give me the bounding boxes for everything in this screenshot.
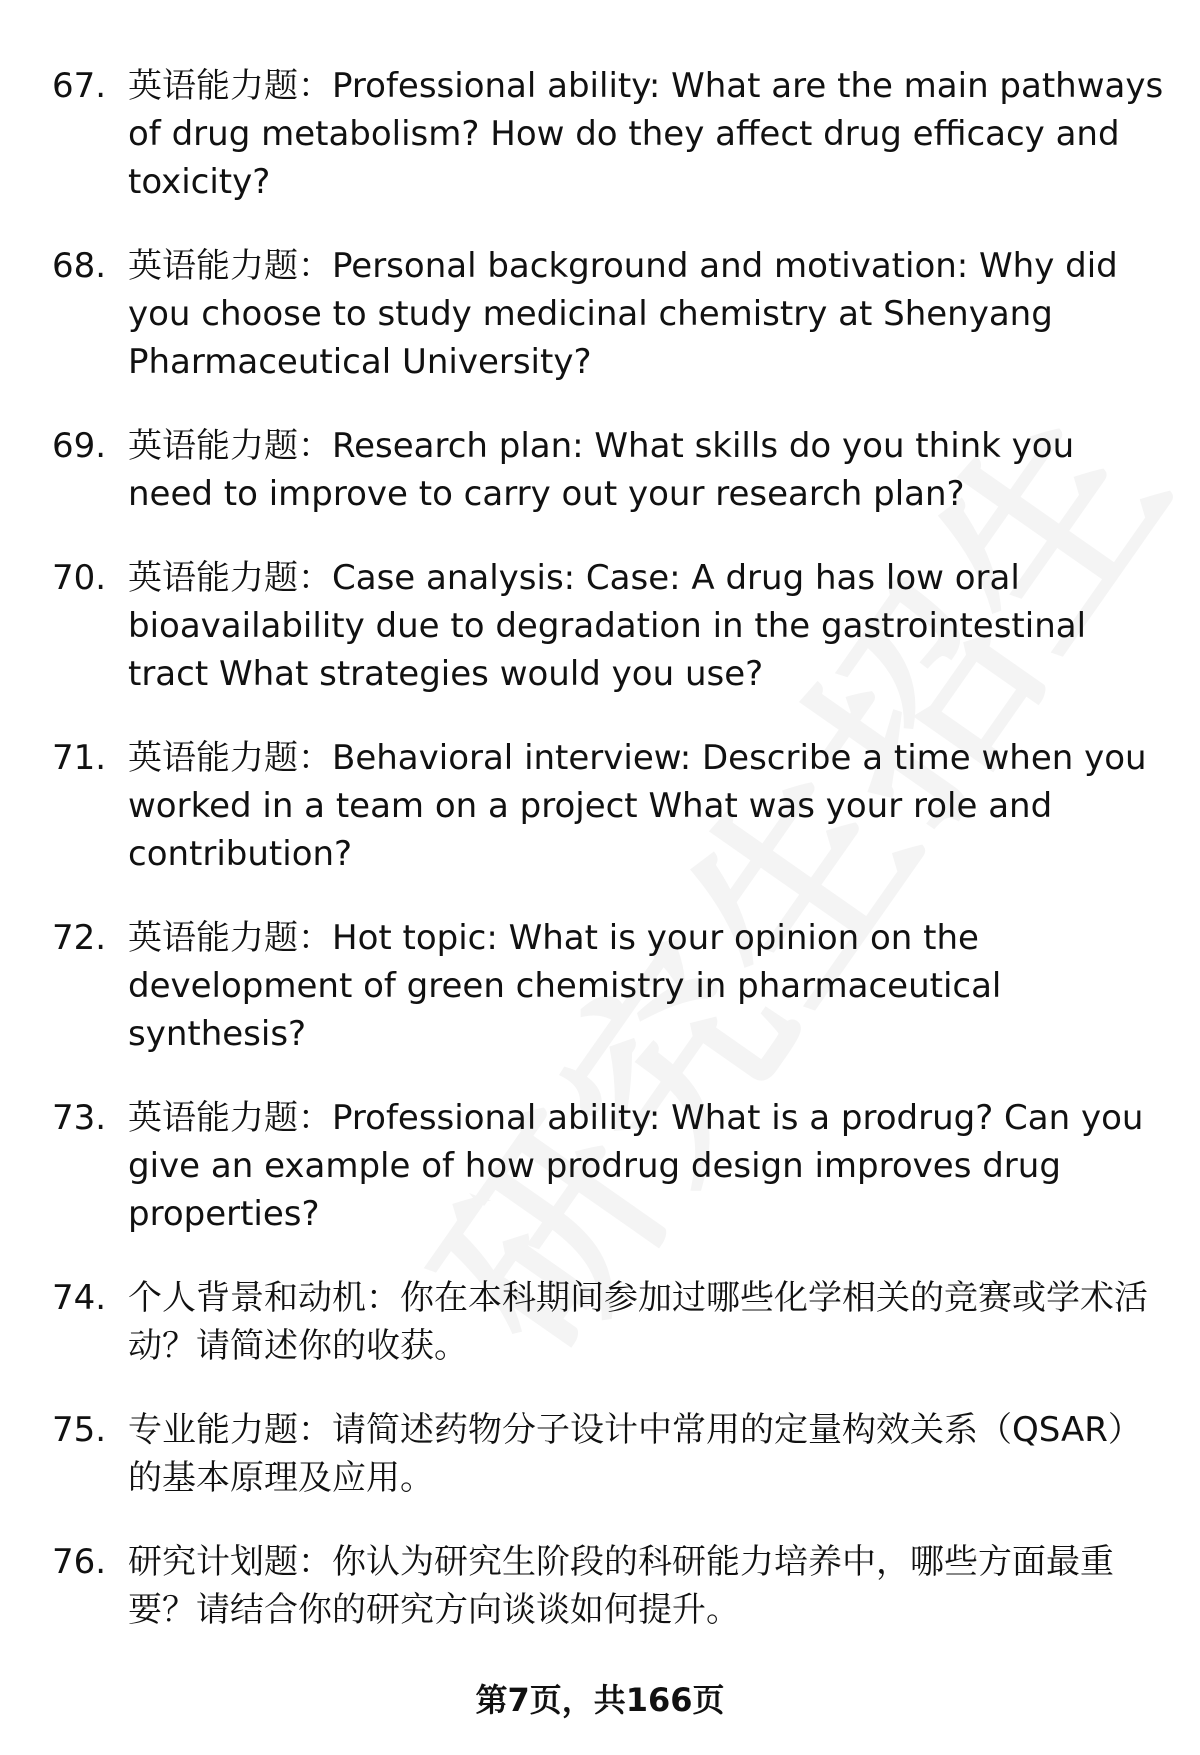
question-item [0, 242, 1200, 386]
question-item [0, 1274, 1200, 1370]
question-text: 专业能力题：请简述药物分子设计中常用的定量构效关系（QSAR）的基本原理及应用。 [128, 1410, 1142, 1498]
question-text: 英语能力题：Behavioral interview: Describe a time when you worked in a team on a project What was your role and contribution? [128, 738, 1147, 874]
question-text: 研究计划题：你认为研究生阶段的科研能力培养中，哪些方面最重要？请结合你的研究方向谈谈如何提升。 [128, 1542, 1114, 1630]
question-text: 英语能力题：Personal background and motivation: Why did you choose to study medicinal chemistry at Shenyang Pharmaceutical University? [128, 246, 1118, 382]
question-item [0, 734, 1200, 878]
question-list [0, 62, 1200, 1670]
question-text: 英语能力题：Case analysis: Case: A drug has low oral bioavailability due to degradation in the gastrointestinal tract What strategies would you use? [128, 558, 1087, 694]
question-item [0, 554, 1200, 698]
question-number: 73. [52, 1098, 107, 1138]
question-number: 75. [52, 1410, 107, 1450]
question-text: 英语能力题：Hot topic: What is your opinion on the development of green chemistry in pharmaceutical synthesis? [128, 918, 1002, 1054]
question-number: 71. [52, 738, 107, 778]
question-item [0, 1094, 1200, 1238]
question-number: 74. [52, 1278, 107, 1318]
question-item [0, 1406, 1200, 1502]
question-text: 英语能力题：Professional ability: What are the main pathways of drug metabolism? How do they affect drug efficacy and toxicity? [128, 66, 1164, 202]
question-number: 76. [52, 1542, 107, 1582]
question-number: 67. [52, 66, 107, 106]
question-number: 70. [52, 558, 107, 598]
question-number: 69. [52, 426, 107, 466]
question-text: 英语能力题：Research plan: What skills do you think you need to improve to carry out your research plan? [128, 426, 1075, 514]
question-item [0, 62, 1200, 206]
question-number: 68. [52, 246, 107, 286]
question-number: 72. [52, 918, 107, 958]
question-text: 个人背景和动机：你在本科期间参加过哪些化学相关的竞赛或学术活动？请简述你的收获。 [128, 1278, 1148, 1366]
page-number-footer: 第7页，共166页 [475, 1681, 725, 1719]
question-item [0, 914, 1200, 1058]
question-item [0, 422, 1200, 518]
question-item [0, 1538, 1200, 1634]
question-text: 英语能力题：Professional ability: What is a prodrug? Can you give an example of how prodrug design improves drug properties? [128, 1098, 1144, 1234]
